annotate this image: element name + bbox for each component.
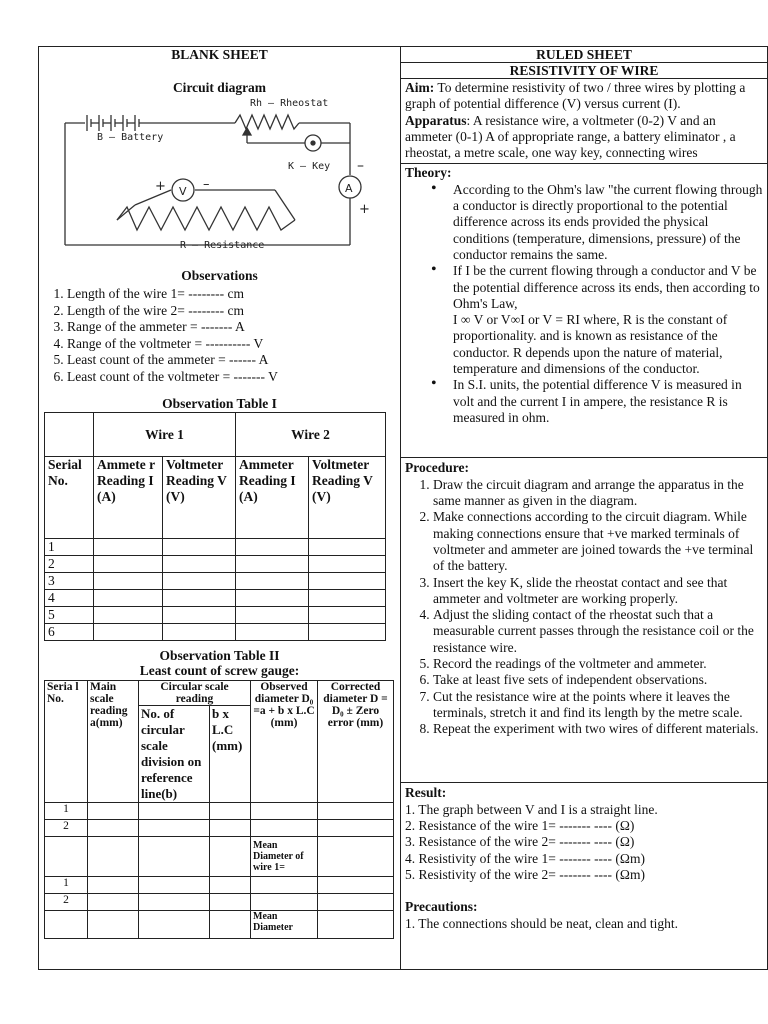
list-item: 7. Cut the resistance wire at the points where it leaves the terminals, stretch it and find its length by the metre scale. (433, 689, 764, 722)
table-header: b x L.C (mm) (210, 706, 251, 803)
theory-label: Theory: (405, 165, 452, 181)
list-item: • In S.I. units, the potential difference V is measured in volt and the current I in ampere, the resistance R is measured in ohm. (453, 377, 764, 426)
table-cell (45, 413, 94, 457)
list-item: 4. Adjust the sliding contact of the rheostat such that a measurable current passes through the resistance coil or the resistance wire. (433, 607, 764, 656)
procedure-list (405, 477, 764, 738)
list-item: 6. Least count of the voltmeter = ------- V (67, 369, 400, 386)
table-header: Ammeter Reading I (A) (236, 457, 309, 539)
voltmeter-plus: + (155, 179, 166, 194)
list-item: 2. Length of the wire 2= -------- cm (67, 303, 400, 320)
mean-diameter-2: Mean Diameter (251, 911, 318, 939)
ammeter-plus: + (359, 202, 370, 217)
list-item: 1. Draw the circuit diagram and arrange the apparatus in the same manner as given in the diagram. (433, 477, 764, 510)
table-header: Seria l No. (45, 681, 88, 803)
list-item: 6. Take at least five sets of independent observations. (433, 672, 764, 688)
list-item: 4. Resistivity of the wire 1= ------- ---- (Ωm) (405, 850, 645, 866)
ammeter-minus: – (357, 158, 364, 174)
list-item: 3. Range of the ammeter = ------- A (67, 319, 400, 336)
apparatus-block (405, 113, 764, 162)
aim-apparatus-section (401, 79, 767, 164)
theory-formula: I ∞ V or V∞I or V = RI where, R is the constant of proportionality. and is known as resistance of the conductor. R depends upon the nature of material, temperature and dimensions of the conductor. (453, 312, 728, 377)
list-item: 1. The connections should be neat, clean and tight. (405, 915, 679, 931)
table-header: Voltmeter Reading V (V) (309, 457, 386, 539)
list-item: 8. Repeat the experiment with two wires of different materials. (433, 721, 764, 737)
observation-table-1 (44, 412, 386, 641)
list-item: 4. Range of the voltmeter = ---------- V (67, 336, 400, 353)
table-header: Wire 1 (94, 413, 236, 457)
observations-title: Observations (181, 268, 258, 283)
table-header: Ammete r Reading I (A) (94, 457, 163, 539)
theory-list (405, 182, 764, 426)
table-cell: 2 (45, 556, 94, 573)
theory-section (401, 164, 767, 458)
observations-section (39, 264, 400, 385)
table-header: Voltmeter Reading V (V) (163, 457, 236, 539)
precautions-label: Precautions: (405, 899, 478, 915)
experiment-title: RESISTIVITY OF WIRE (401, 63, 767, 79)
table-cell: 6 (45, 624, 94, 641)
theory-text: If I be the current flowing through a conductor and V be the potential difference across its ends, then according to Ohm's Law, (453, 263, 760, 311)
blank-sheet-column (39, 47, 400, 96)
table-header: No. of circular scale division on reference line(b) (139, 706, 210, 803)
table1-title-wrap (39, 396, 400, 411)
table-header: Wire 2 (236, 413, 386, 457)
table-cell: 4 (45, 590, 94, 607)
list-item: • According to the Ohm's law "the current flowing through a conductor is directly proportional to the potential difference across its ends provided the physical conditions (temperature, dimensions, pressure) of the conductor remains the same. (453, 182, 764, 263)
rheostat-symbol (235, 115, 299, 129)
voltmeter-minus: – (203, 177, 210, 192)
ruled-sheet-column (401, 47, 767, 932)
list-item: 5. Record the readings of the voltmeter and ammeter. (433, 656, 764, 672)
list-item: 5. Least count of the ammeter = ------ A (67, 352, 400, 369)
table-header: Circular scale reading (139, 681, 251, 706)
list-item: 3. Insert the key K, slide the rheostat contact and see that ammeter and voltmeter are working properly. (433, 575, 764, 608)
circuit-diagram (55, 95, 385, 255)
table2-title-wrap (39, 648, 400, 678)
table1-title: Observation Table I (162, 396, 277, 411)
table-header: Corrected diameter D = D₀ ± Zero error (mm) (318, 681, 394, 803)
list-item: 1. Length of the wire 1= -------- cm (67, 286, 400, 303)
list-item: 2. Resistance of the wire 1= ------- ---- (Ω) (405, 818, 635, 834)
list-item: 2. Make connections according to the circuit diagram. While making connections ensure that +ve marked terminals of voltmeter and ammeter are joined towards the +ve terminal of the battery. (433, 509, 764, 574)
aim-block (405, 80, 764, 113)
result-label: Result: (405, 785, 447, 801)
result-section (401, 783, 767, 931)
list-item: 3. Resistance of the wire 2= ------- ---- (Ω) (405, 834, 635, 850)
circuit-diagram-title: Circuit diagram (172, 80, 267, 95)
table2-subtitle: Least count of screw gauge: (139, 663, 300, 678)
resistance-label: R – Resistance (180, 240, 265, 251)
aim-text: To determine resistivity of two / three wires by plotting a graph of potential difference (V) versus current (I). (405, 80, 746, 112)
table2-title: Observation Table II (159, 648, 280, 663)
battery-symbol (87, 115, 139, 131)
list-item: 5. Resistivity of the wire 2= ------- ---- (Ωm) (405, 866, 645, 882)
list-item: 1. The graph between V and I is a straight line. (405, 801, 658, 817)
apparatus-label: Apparatus (405, 112, 467, 128)
voltmeter-glyph: V (179, 185, 187, 198)
list-item (453, 263, 764, 377)
resistance-symbol (117, 207, 295, 230)
table-cell: 1 (45, 539, 94, 556)
ruled-sheet-header: RULED SHEET (401, 47, 767, 63)
aim-label: Aim: (405, 80, 435, 95)
table-cell: 5 (45, 607, 94, 624)
observation-table-2 (44, 680, 394, 939)
key-label: K – Key (288, 161, 331, 172)
wire (275, 190, 295, 220)
ammeter-glyph: A (345, 182, 353, 195)
table-cell: 2 (45, 820, 88, 837)
apparatus-text: : A resistance wire, a voltmeter (0-2) V and an ammeter (0-1) A of appropriate range, a battery eliminator , a rheostat, a metre scale, one way key, connecting wires (405, 112, 736, 161)
rheostat-label: Rh – Rheostat (250, 98, 329, 109)
procedure-section (401, 458, 767, 783)
battery-label: B – Battery (97, 132, 164, 143)
table-cell: 3 (45, 573, 94, 590)
table-header: Serial No. (45, 457, 94, 539)
mean-diameter-1: Mean Diameter of wire 1= (251, 837, 318, 877)
table-header: Main scale reading a(mm) (88, 681, 139, 803)
table-cell: 2 (45, 894, 88, 911)
observations-list (39, 286, 400, 385)
table-cell: 1 (45, 803, 88, 820)
table-header: Observed diameter D₀ =a + b x L.C (mm) (251, 681, 318, 803)
table-cell: 1 (45, 877, 88, 894)
procedure-label: Procedure: (405, 460, 469, 476)
blank-sheet-header: BLANK SHEET (171, 47, 268, 62)
